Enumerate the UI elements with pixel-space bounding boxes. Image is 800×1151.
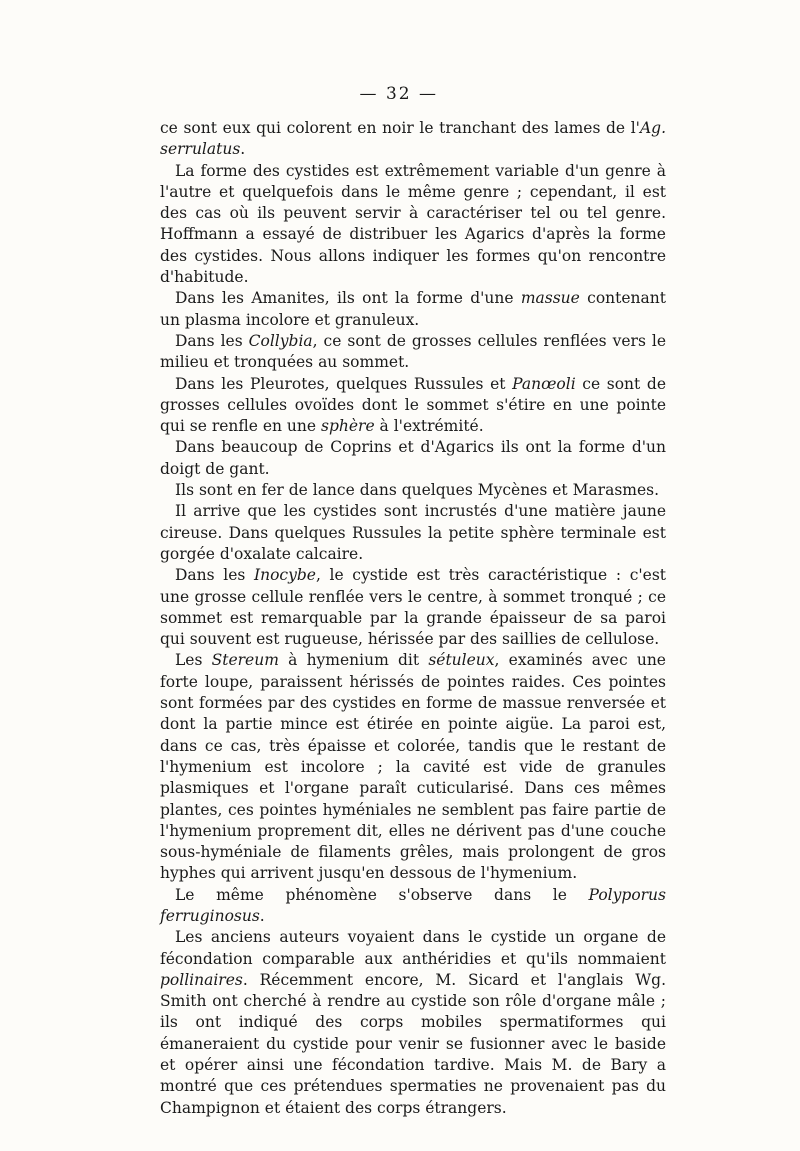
italic-run: pollinaires (160, 970, 243, 989)
text-run: . (259, 906, 265, 925)
text-run: à hymenium dit (278, 651, 429, 670)
text-run: Dans les (175, 566, 254, 585)
italic-run: Polyporus ferruginosus (160, 885, 666, 925)
text-run: à l'extrémité. (374, 417, 484, 436)
paragraph (160, 565, 666, 650)
paragraph (160, 650, 666, 884)
paragraph (160, 437, 666, 480)
text-run: Ils sont en fer de lance dans quelques Mycènes et Marasmes. (175, 481, 660, 500)
text-run: Dans les Pleurotes, quelques Russules et (175, 374, 513, 393)
text-run: Il arrive que les cystides sont incrustés d'une matière jaune cireuse. Dans quelques Russules la petite sphère terminale est gorgée d'oxalate calcaire. (160, 502, 666, 563)
italic-run: Inocybe (253, 566, 316, 585)
italic-run: Ag. serrulatus (160, 119, 666, 159)
paragraph (160, 374, 666, 438)
text-run: Dans les Amanites, ils ont la forme d'une (175, 289, 521, 308)
text-run: , ce sont de grosses cellules renflées vers le milieu et tronquées au sommet. (160, 331, 667, 372)
text-run: Le même phénomène s'observe dans le (175, 885, 589, 904)
paragraph (160, 885, 666, 928)
italic-run: Collybia (248, 331, 313, 350)
text-run: Dans beaucoup de Coprins et d'Agarics ils ont la forme d'un doigt de gant. (160, 438, 666, 478)
paragraph (160, 331, 666, 374)
body-text (160, 118, 666, 1119)
text-run: ce sont eux qui colorent en noir le tranchant des lames de l' (160, 119, 640, 137)
paragraph (160, 501, 666, 565)
italic-run: massue (520, 289, 580, 308)
paragraph (160, 118, 666, 161)
paragraph (160, 927, 666, 1119)
italic-run: sphère (321, 417, 375, 436)
paragraph (160, 480, 666, 501)
text-run: , examinés avec une forte loupe, paraissent hérissés de pointes raides. Ces pointes sont formées par des cystides en forme de massue renversée et dont la partie mince est étirée en pointe aigüe. La paroi est, dans ce cas, très épaisse et colorée, tandis que le restant de l'hymenium est incolore ; la cavité est vide de granules plasmiques et l'organe paraît cuticularisé. Dans ces mêmes plantes, ces pointes hyméniales ne semblent pas faire partie de l'hymenium proprement dit, elles ne dérivent pas d'une couche sous-hyméniale de filaments grêles, mais prolongent de gros hyphes qui arrivent jusqu'en dessous de l'hymenium. (160, 651, 666, 883)
text-run: Les anciens auteurs voyaient dans le cystide un organe de fécondation comparable aux anthéridies et qu'ils nommaient (160, 928, 666, 968)
text-run: contenant un plasma incolore et granuleux. (160, 289, 666, 329)
italic-run: sétuleux (428, 651, 495, 670)
page-number: — 32 — (359, 84, 438, 104)
text-run: ce sont de grosses cellules ovoïdes dont le sommet s'étire en une pointe qui se renfle en une (160, 374, 666, 436)
italic-run: Stereum (211, 651, 279, 670)
paragraph (160, 161, 666, 289)
italic-run: Panœoli (512, 374, 576, 393)
paragraph (160, 288, 666, 331)
text-run: Les (175, 651, 212, 670)
text-run: . Récemment encore, M. Sicard et l'anglais Wg. Smith ont cherché à rendre au cystide son rôle d'organe mâle ; ils ont indiqué des corps mobiles spermatiformes qui émaneraient du cystide pour venir se fusionner avec le baside et opérer ainsi une fécondation tardive. Mais M. de Bary a montré que ces prétendues spermaties ne provenaient pas du Champignon et étaient des corps étrangers. (160, 970, 666, 1117)
text-run: La forme des cystides est extrêmement variable d'un genre à l'autre et quelquefois dans le même genre ; cependant, il est des cas où ils peuvent servir à caractériser tel ou tel genre. Hoffmann a essayé de distribuer les Agarics d'après la forme des cystides. Nous allons indiquer les formes qu'on rencontre d'habitude. (160, 161, 666, 287)
text-run: Dans les (175, 331, 249, 350)
text-run: , le cystide est très caractéristique : c'est une grosse cellule renflée vers le centre, à sommet tronqué ; ce sommet est remarquable par la grande épaisseur de sa paroi qui souvent est rugueuse, hérissée par des saillies de cellulose. (160, 566, 666, 649)
text-run: . (240, 140, 246, 159)
